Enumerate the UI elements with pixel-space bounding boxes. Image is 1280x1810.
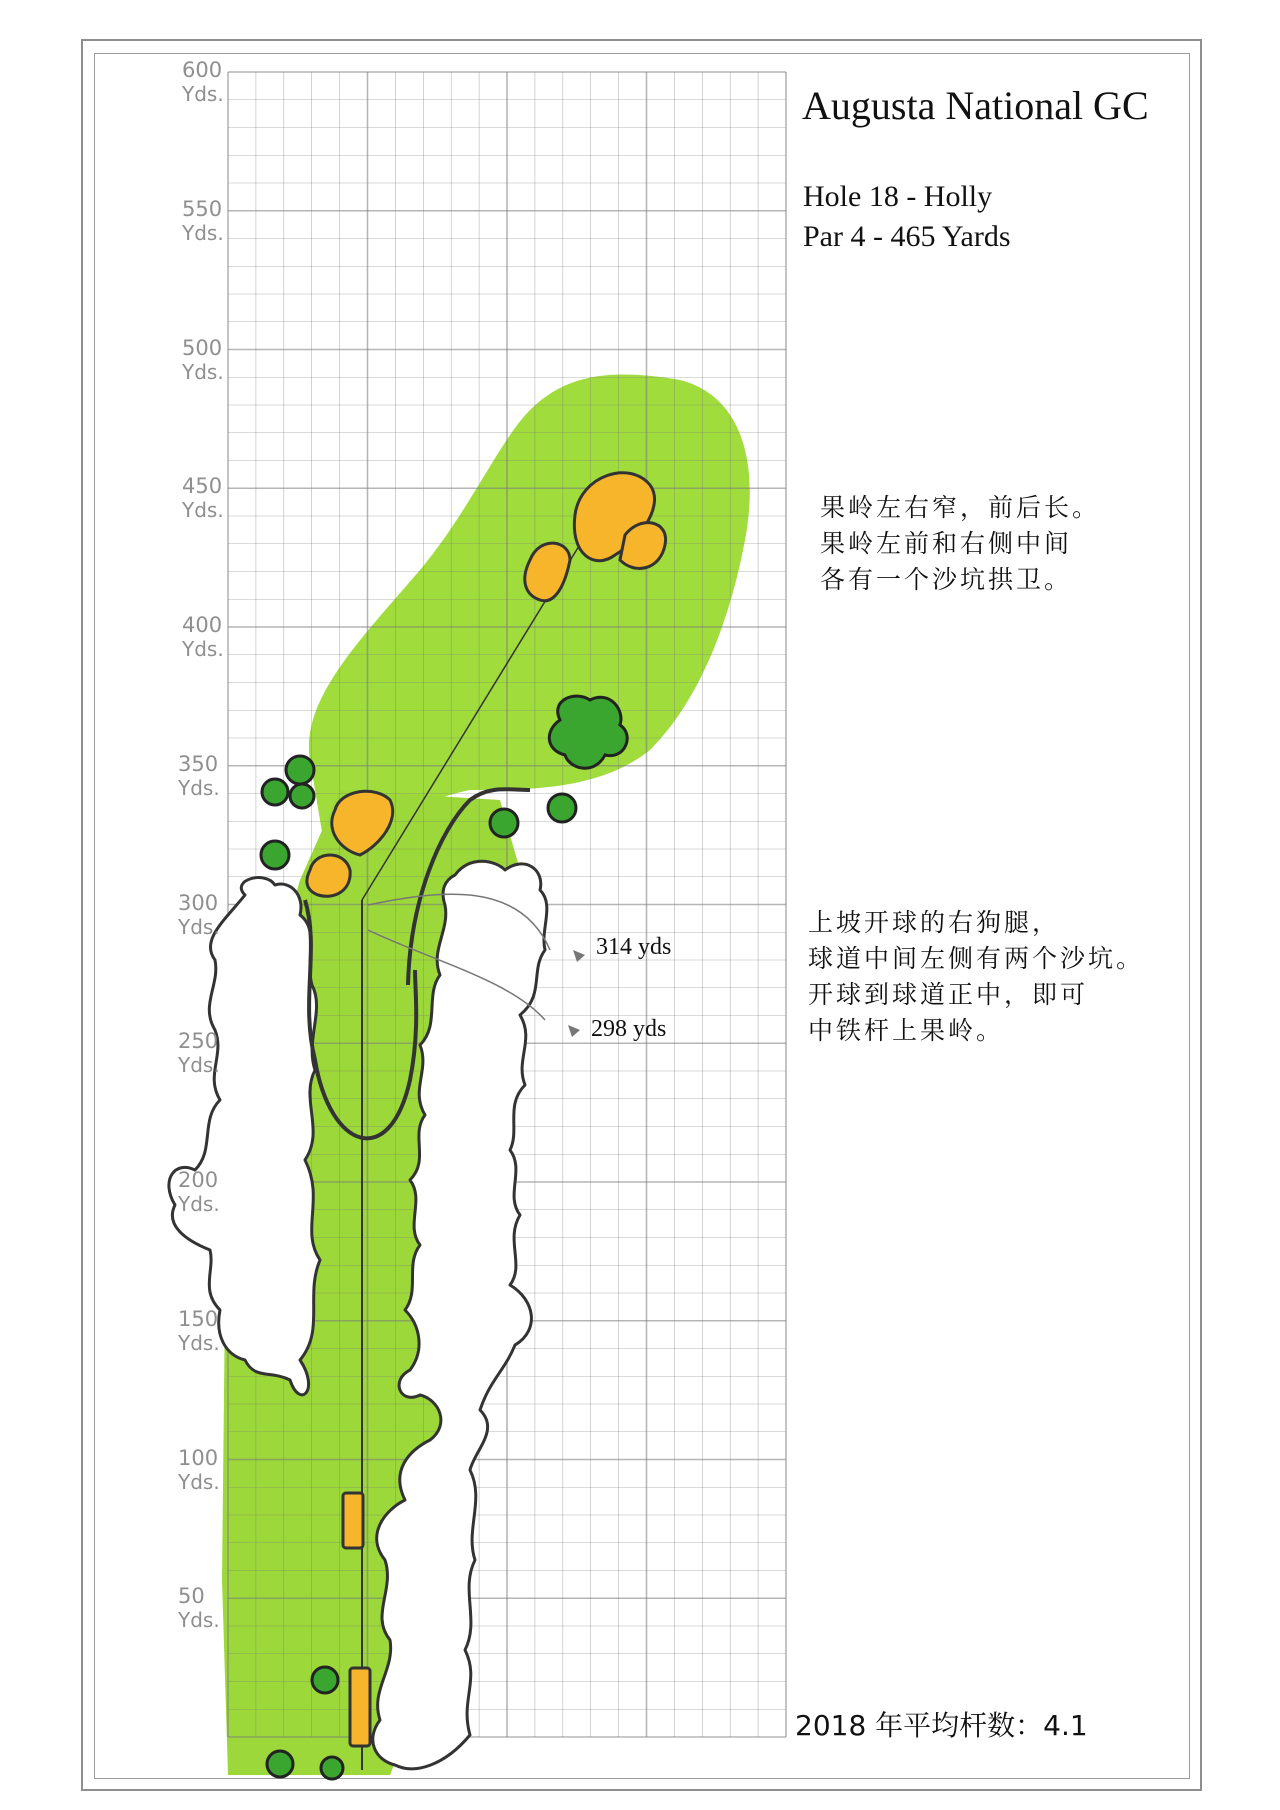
tree-left-1 [286, 756, 314, 784]
yard-value: 300 [178, 890, 219, 915]
yard-label [178, 1168, 220, 1216]
tree-dogleg-1 [490, 809, 518, 837]
tee-note-line: 开球到球道正中，即可 [808, 980, 1089, 1009]
green-note-line: 果岭左右窄，前后长。 [820, 493, 1101, 522]
tree-bottom-2 [321, 1757, 343, 1779]
yard-value: 500 [182, 335, 223, 360]
yard-value: 250 [178, 1029, 219, 1054]
yard-label [182, 336, 224, 384]
yard-value: 600 [182, 58, 223, 82]
yard-label [178, 1446, 220, 1494]
carry-arrow-298 [568, 1025, 580, 1037]
yard-value: 450 [182, 474, 223, 499]
yard-label [182, 613, 224, 661]
yard-unit: Yds. [182, 498, 224, 523]
yard-unit: Yds. [178, 914, 220, 939]
tee-note [808, 905, 1144, 1049]
tree-left-3 [290, 784, 314, 808]
tree-left-2 [262, 779, 288, 805]
yard-unit: Yds. [178, 1330, 220, 1355]
yard-label [178, 1584, 220, 1632]
average-score: 2018 年平均杆数：4.1 [795, 1709, 1088, 1742]
yard-value: 400 [182, 613, 223, 637]
yard-unit: Yds. [178, 1608, 220, 1633]
green-note-line: 各有一个沙坑拱卫。 [820, 565, 1073, 594]
yard-label [178, 1029, 220, 1077]
yard-unit: Yds. [178, 775, 220, 800]
distance-314: 314 yds [596, 934, 672, 960]
yard-unit: Yds. [182, 637, 224, 661]
distance-298: 298 yds [591, 1016, 667, 1042]
yard-label [178, 891, 220, 939]
green-note [820, 490, 1100, 598]
fairway-bunker-lower [307, 855, 350, 896]
yard-unit: Yds. [182, 220, 224, 245]
tee-note-line: 中铁杆上果岭。 [808, 1016, 1005, 1045]
yard-label [178, 752, 220, 800]
yard-value: 50 [178, 1584, 205, 1609]
par-yards: Par 4 - 465 Yards [803, 220, 1011, 253]
tee-note-line: 上坡开球的右狗腿， [808, 908, 1061, 937]
yard-unit: Yds. [178, 1192, 220, 1216]
yard-unit: Yds. [178, 1469, 220, 1494]
tee-note-line: 球道中间左侧有两个沙坑。 [808, 944, 1145, 973]
green-note-line: 果岭左前和右侧中间 [820, 529, 1073, 558]
yard-value: 100 [178, 1445, 219, 1470]
tree-bottom-1 [267, 1751, 293, 1777]
yard-label [182, 58, 224, 106]
yard-label [182, 197, 224, 245]
yard-value: 200 [178, 1168, 219, 1192]
tee-box-back [350, 1668, 370, 1746]
course-title: Augusta National GC [802, 83, 1149, 128]
tree-left-4 [261, 841, 289, 869]
hole-name: Hole 18 - Holly [803, 180, 993, 213]
tee-box-forward [343, 1493, 363, 1548]
yard-unit: Yds. [182, 82, 224, 106]
yard-value: 150 [178, 1306, 219, 1331]
tree-tee-1 [312, 1667, 338, 1693]
yard-unit: Yds. [182, 359, 224, 384]
yard-label [178, 1307, 220, 1355]
yard-value: 350 [178, 751, 219, 776]
tree-dogleg-2 [548, 794, 576, 822]
yard-value: 550 [182, 196, 223, 221]
yard-label [182, 474, 224, 522]
yard-unit: Yds. [178, 1053, 220, 1078]
